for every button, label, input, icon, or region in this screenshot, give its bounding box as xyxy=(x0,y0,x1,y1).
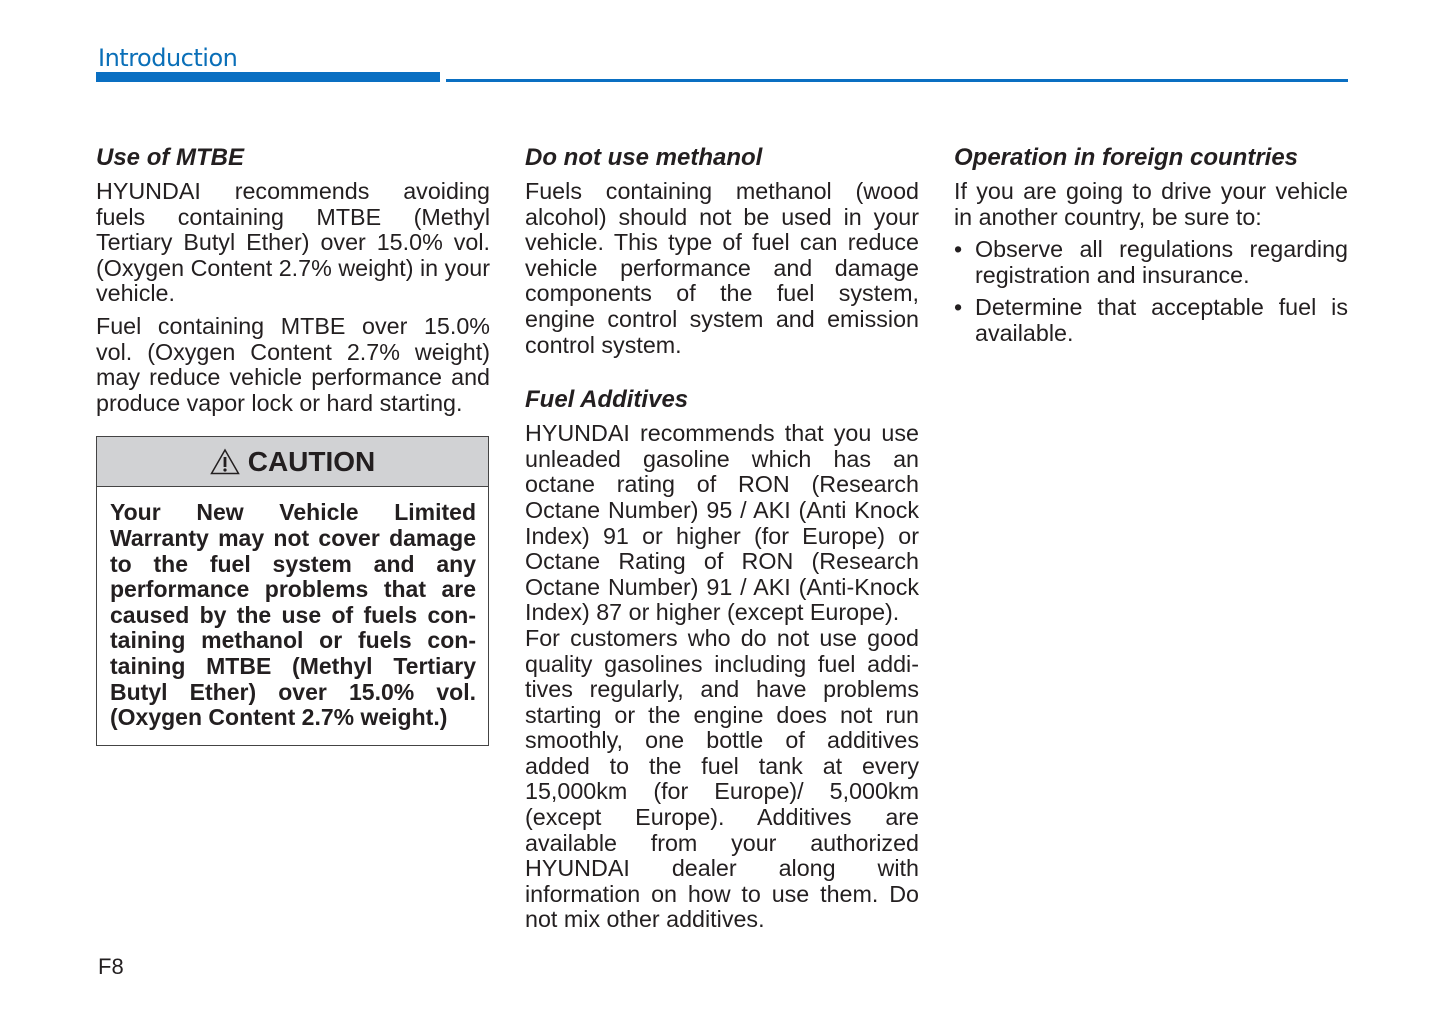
heading-foreign-countries: Operation in foreign countries xyxy=(954,144,1299,171)
caution-text: Your New Vehicle Limited Warranty may not cover damage to the fuel system and any performance problems that are caused by the use of fuels containing methanol or fuels containing MTBE (Methyl Tertiary Butyl Ether) over 15.0% vol. (Oxygen Content 2.7% weight.) xyxy=(110,499,476,731)
paragraph: For customers who do not use good quality gasolines including fuel additives regularly, and have problems starting or the engine does not run smoothly, one bottle of additives added to the fuel tank at every 15,000km (for Europe)/ 5,000km (except Europe). Additives are available from your authorized HYUNDAI dealer along with information on how to use them. Do not mix other additives. xyxy=(525,624,919,933)
page-number: F8 xyxy=(98,954,124,979)
list-item: • Observe all regulations regarding registration and insurance. xyxy=(954,237,1348,288)
caution-header xyxy=(97,437,488,487)
column-middle xyxy=(525,143,919,940)
paragraph: HYUNDAI recommends that you use unleaded gasoline which has an octane rating of RON (Research Octane Number) 95 / AKI (Anti Knock Index) 91 or higher (for Europe) or Octane Rating of RON (Research Octane Number) 91 / AKI (Anti-Knock Index) 87 or higher (except Europe). xyxy=(525,420,919,626)
column-left xyxy=(96,143,490,746)
paragraph: Fuels containing methanol (wood alcohol) should not be used in your vehicle. This type of fuel can reduce vehicle performance and damage components of the fuel system, engine control system and emission control system. xyxy=(525,178,919,358)
warning-triangle-icon xyxy=(210,448,240,475)
heading-methanol: Do not use methanol xyxy=(525,144,763,171)
paragraph: Fuel containing MTBE over 15.0% vol. (Oxygen Content 2.7% weight) may reduce vehicle performance and produce vapor lock or hard starting. xyxy=(96,312,490,416)
list-item: • Determine that acceptable fuel is available. xyxy=(954,295,1348,346)
column-right xyxy=(954,143,1348,354)
caution-title: CAUTION xyxy=(247,446,376,478)
caution-box xyxy=(96,436,489,745)
paragraph: HYUNDAI recommends avoiding fuels containing MTBE (Methyl Tertiary Butyl Ether) over 15.0% vol. (Oxygen Content 2.7% weight) in your vehicle. xyxy=(96,178,490,307)
header-rule xyxy=(446,79,1348,82)
paragraph: If you are going to drive your vehicle in another country, be sure to: xyxy=(954,178,1348,230)
heading-fuel-additives: Fuel Additives xyxy=(525,386,689,414)
bullet-list xyxy=(954,237,1348,346)
section-title: Introduction xyxy=(98,44,238,72)
heading-mtbe: Use of MTBE xyxy=(96,144,245,171)
header-bar xyxy=(96,72,440,82)
